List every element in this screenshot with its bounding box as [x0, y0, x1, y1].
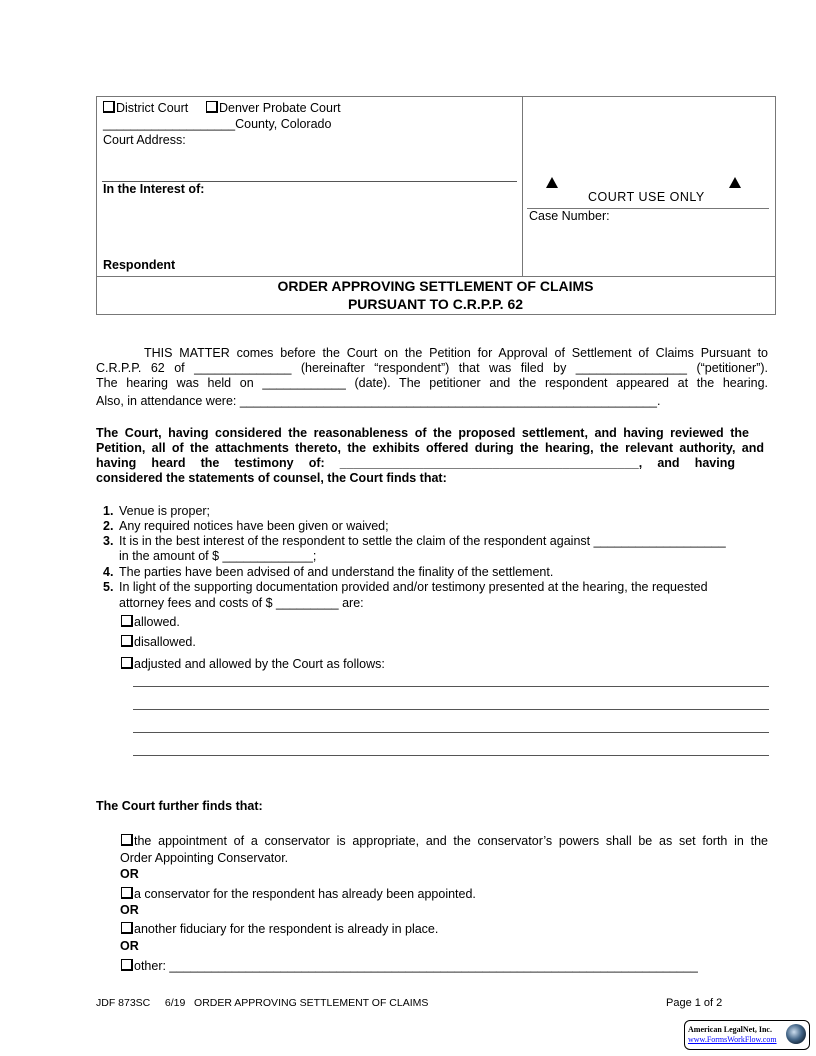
footer-form-id: JDF 873SC 6/19 ORDER APPROVING SETTLEMENT OF CLAIMS — [96, 997, 429, 1009]
checkbox-icon — [121, 922, 133, 934]
checkbox-icon — [121, 834, 133, 846]
checkbox-icon — [121, 615, 133, 627]
finding-cont: attorney fees and costs of $ _________ are: — [119, 596, 364, 610]
respondent-label: Respondent — [103, 258, 176, 272]
para2-line: Petition, all of the attachments thereto, the exhibits offered during the hearing, the relevant authority, and — [96, 441, 764, 455]
label: District Court — [116, 101, 189, 115]
or-label: OR — [120, 939, 139, 953]
triangle-icon — [729, 177, 741, 188]
case-number-label: Case Number: — [529, 209, 610, 223]
option-fiduciary[interactable]: another fiduciary for the respondent is already in place. — [121, 922, 438, 937]
para1-line: THIS MATTER comes before the Court on the Petition for Approval of Settlement of Claims Pursuant to — [144, 346, 768, 360]
district-court-checkbox[interactable] — [103, 101, 188, 116]
option-cont: Order Appointing Conservator. — [120, 851, 289, 865]
county-field[interactable]: ___________________County, Colorado — [103, 117, 332, 131]
interest-of-label: In the Interest of: — [103, 182, 205, 196]
blank-line[interactable] — [133, 709, 769, 710]
page-number: Page 1 of 2 — [666, 997, 723, 1009]
finding-item: 1. Venue is proper; — [103, 504, 211, 518]
option-other[interactable]: other: ____________________________________________________________________________ — [121, 959, 698, 974]
finding-item: 3. It is in the best interest of the respondent to settle the claim of the respondent against ___________________ — [103, 534, 726, 548]
finding-item: 5. In light of the supporting documentation provided and/or testimony presented at the hearing, the requested — [103, 580, 708, 594]
checkbox-icon — [121, 959, 133, 971]
blank-line[interactable] — [133, 732, 769, 733]
or-label: OR — [120, 867, 139, 881]
finding-cont: in the amount of $ _____________; — [119, 549, 317, 563]
denver-probate-checkbox[interactable] — [206, 101, 341, 116]
option-conservator-appointed[interactable]: a conservator for the respondent has already been appointed. — [121, 887, 476, 902]
fee-allowed-checkbox[interactable]: allowed. — [121, 615, 180, 630]
triangle-icon — [546, 177, 558, 188]
fee-disallowed-checkbox[interactable]: disallowed. — [121, 635, 196, 650]
checkbox-icon — [121, 635, 133, 647]
court-use-only: COURT USE ONLY — [588, 190, 705, 204]
para1-line: The hearing was held on ____________ (date). The petitioner and the respondent appeared at the hearing. — [96, 376, 768, 390]
checkbox-icon — [103, 101, 115, 113]
blank-line[interactable] — [133, 686, 769, 687]
page-subtitle: PURSUANT TO C.R.P.P. 62 — [347, 296, 524, 312]
para1-line: Also, in attendance were: ____________________________________________________________. — [96, 394, 661, 408]
checkbox-icon — [121, 657, 133, 669]
finding-item: 2. Any required notices have been given or waived; — [103, 519, 389, 533]
checkbox-icon — [121, 887, 133, 899]
finding-item: 4. The parties have been advised of and understand the finality of the settlement. — [103, 565, 554, 579]
or-label: OR — [120, 903, 139, 917]
divider — [522, 96, 523, 276]
page-title: ORDER APPROVING SETTLEMENT OF CLAIMS — [277, 278, 594, 294]
logo-name: American LegalNet, Inc. — [688, 1025, 772, 1034]
court-address-label: Court Address: — [103, 133, 186, 147]
checkbox-icon — [206, 101, 218, 113]
american-legalnet-logo[interactable] — [684, 1020, 810, 1050]
label: Denver Probate Court — [219, 101, 341, 115]
option-conservator-appropriate[interactable]: the appointment of a conservator is appropriate, and the conservator’s powers shall be as set forth in the — [121, 834, 768, 849]
fee-adjusted-checkbox[interactable]: adjusted and allowed by the Court as follows: — [121, 657, 385, 672]
divider — [96, 276, 775, 277]
further-heading: The Court further finds that: — [96, 799, 263, 813]
para1-line: C.R.P.P. 62 of ______________ (hereinafter “respondent”) that was filed by ________________ (“petitioner”). — [96, 361, 768, 375]
para2-line: having heard the testimony of: ___________________________________________, and having — [96, 456, 735, 470]
blank-line[interactable] — [133, 755, 769, 756]
para2-line: considered the statements of counsel, the Court finds that: — [96, 471, 447, 485]
para2-line: The Court, having considered the reasonableness of the proposed settlement, and having reviewed the — [96, 426, 749, 440]
logo-url[interactable]: www.FormsWorkFlow.com — [688, 1035, 777, 1044]
globe-icon — [786, 1024, 806, 1044]
